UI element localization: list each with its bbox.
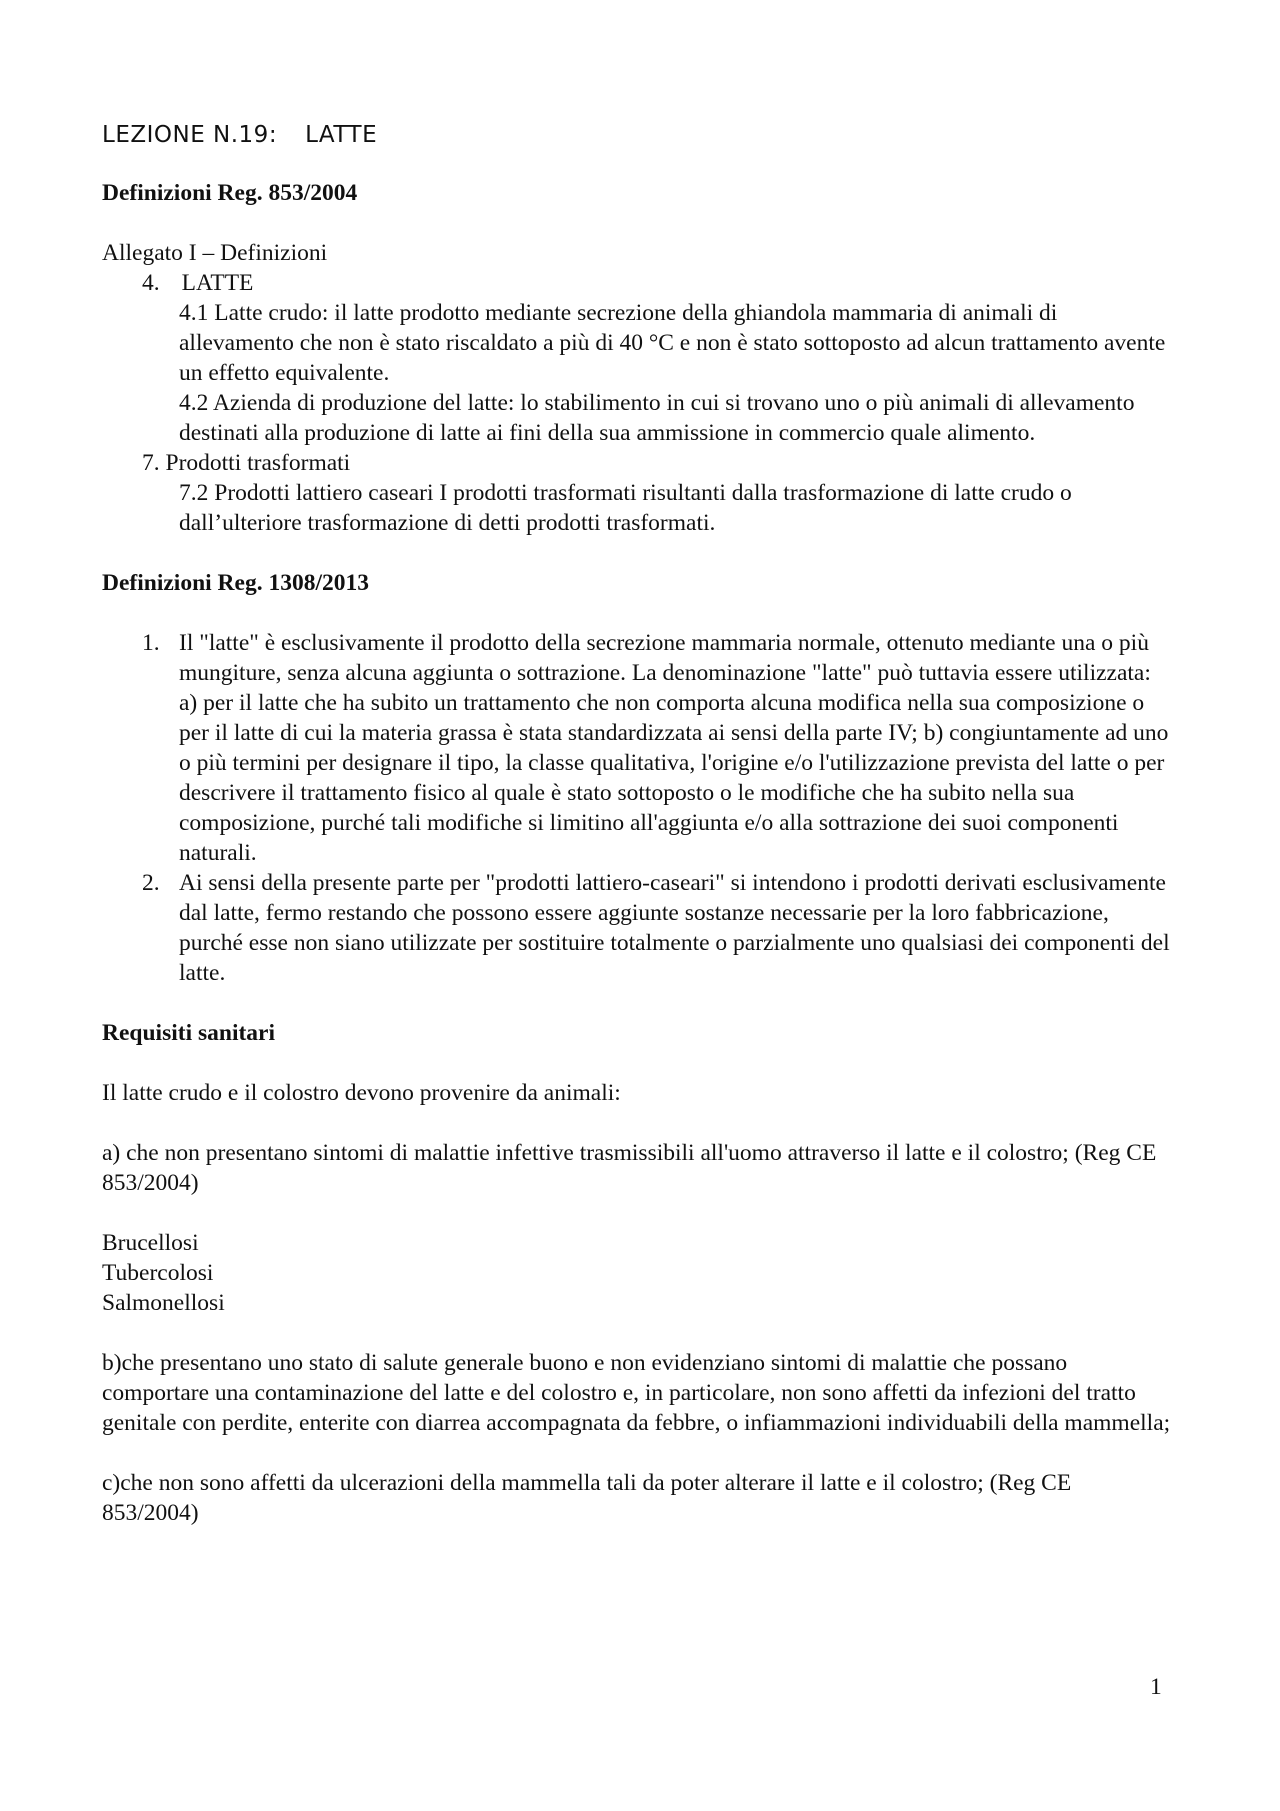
definition-4-2: 4.2 Azienda di produzione del latte: lo stabilimento in cui si trovano uno o più animali di allevamento destinati alla produzione di latte ai fini della sua ammissione in commercio quale alimento.	[179, 390, 1135, 446]
list-item	[102, 628, 1172, 868]
requirements-intro: Il latte crudo e il colostro devono provenire da animali:	[102, 1080, 621, 1106]
disease-item: Tubercolosi	[102, 1260, 214, 1286]
list-item-text: Ai sensi della presente parte per "prodotti lattiero-caseari" si intendono i prodotti derivati esclusivamente dal latte, fermo restando che possono essere aggiunte sostanze necessarie per la loro fabbricazione, purché esse non siano utilizzate per sostituire totalmente o parzialmente uno qualsiasi dei componenti del latte.	[179, 870, 1170, 986]
requirement-b: b)che presentano uno stato di salute generale buono e non evidenziano sintomi di malattie che possano comportare una contaminazione del latte e del colostro e, in particolare, non sono affetti da infezioni del tratto genitale con perdite, enterite con diarrea accompagnata da febbre, o infiammazioni individuabili della mammella;	[102, 1350, 1171, 1436]
page-title	[102, 120, 1172, 150]
lesson-number: LEZIONE N.19:	[102, 122, 278, 148]
item-4-number: 4.	[142, 270, 160, 296]
section-heading-reg-853: Definizioni Reg. 853/2004	[102, 180, 358, 206]
lesson-subject: LATTE	[305, 122, 378, 148]
list-item-number: 1.	[142, 630, 160, 656]
item-4-label: LATTE	[181, 270, 254, 296]
definition-4-1: 4.1 Latte crudo: il latte prodotto mediante secrezione della ghiandola mammaria di animali di allevamento che non è stato riscaldato a più di 40 °C e non è stato sottoposto ad alcun trattamento avente un effetto equivalente.	[179, 300, 1166, 386]
annex-line: Allegato I – Definizioni	[102, 240, 328, 266]
document-page	[102, 120, 1172, 1528]
disease-list	[102, 1228, 1172, 1318]
item-7-prodotti: 7. Prodotti trasformati	[142, 450, 351, 476]
reg-1308-list	[102, 628, 1172, 988]
disease-item: Brucellosi	[102, 1230, 199, 1256]
list-item-number: 2.	[142, 870, 160, 896]
list-item-text: Il "latte" è esclusivamente il prodotto della secrezione mammaria normale, ottenuto mediante una o più mungiture, senza alcuna aggiunta o sottrazione. La denominazione "latte" può tuttavia essere utilizzata: a) per il latte che ha subito un trattamento che non comporta alcuna modifica nella sua composizione o per il latte di cui la materia grassa è stata standardizzata ai sensi della parte IV; b) congiuntamente ad uno o più termini per designare il tipo, la classe qualitativa, l'origine e/o l'utilizzazione prevista del latte o per descrivere il trattamento fisico al quale è stato sottoposto o le modifiche che ha subito nella sua composizione, purché tali modifiche si limitino all'aggiunta e/o alla sottrazione dei suoi componenti naturali.	[179, 630, 1169, 866]
section-heading-reg-1308: Definizioni Reg. 1308/2013	[102, 570, 369, 596]
requirement-a: a) che non presentano sintomi di malattie infettive trasmissibili all'uomo attraverso il latte e il colostro; (Reg CE 853/2004)	[102, 1140, 1157, 1196]
section-heading-requisiti: Requisiti sanitari	[102, 1020, 276, 1046]
item-4-latte	[102, 268, 1172, 298]
requirement-c: c)che non sono affetti da ulcerazioni della mammella tali da poter alterare il latte e il colostro; (Reg CE 853/2004)	[102, 1470, 1072, 1526]
page-number: 1	[1150, 1674, 1162, 1700]
list-item	[102, 868, 1172, 988]
definition-7-2: 7.2 Prodotti lattiero caseari I prodotti trasformati risultanti dalla trasformazione di latte crudo o dall’ulteriore trasformazione di detti prodotti trasformati.	[179, 480, 1072, 536]
disease-item: Salmonellosi	[102, 1290, 225, 1316]
